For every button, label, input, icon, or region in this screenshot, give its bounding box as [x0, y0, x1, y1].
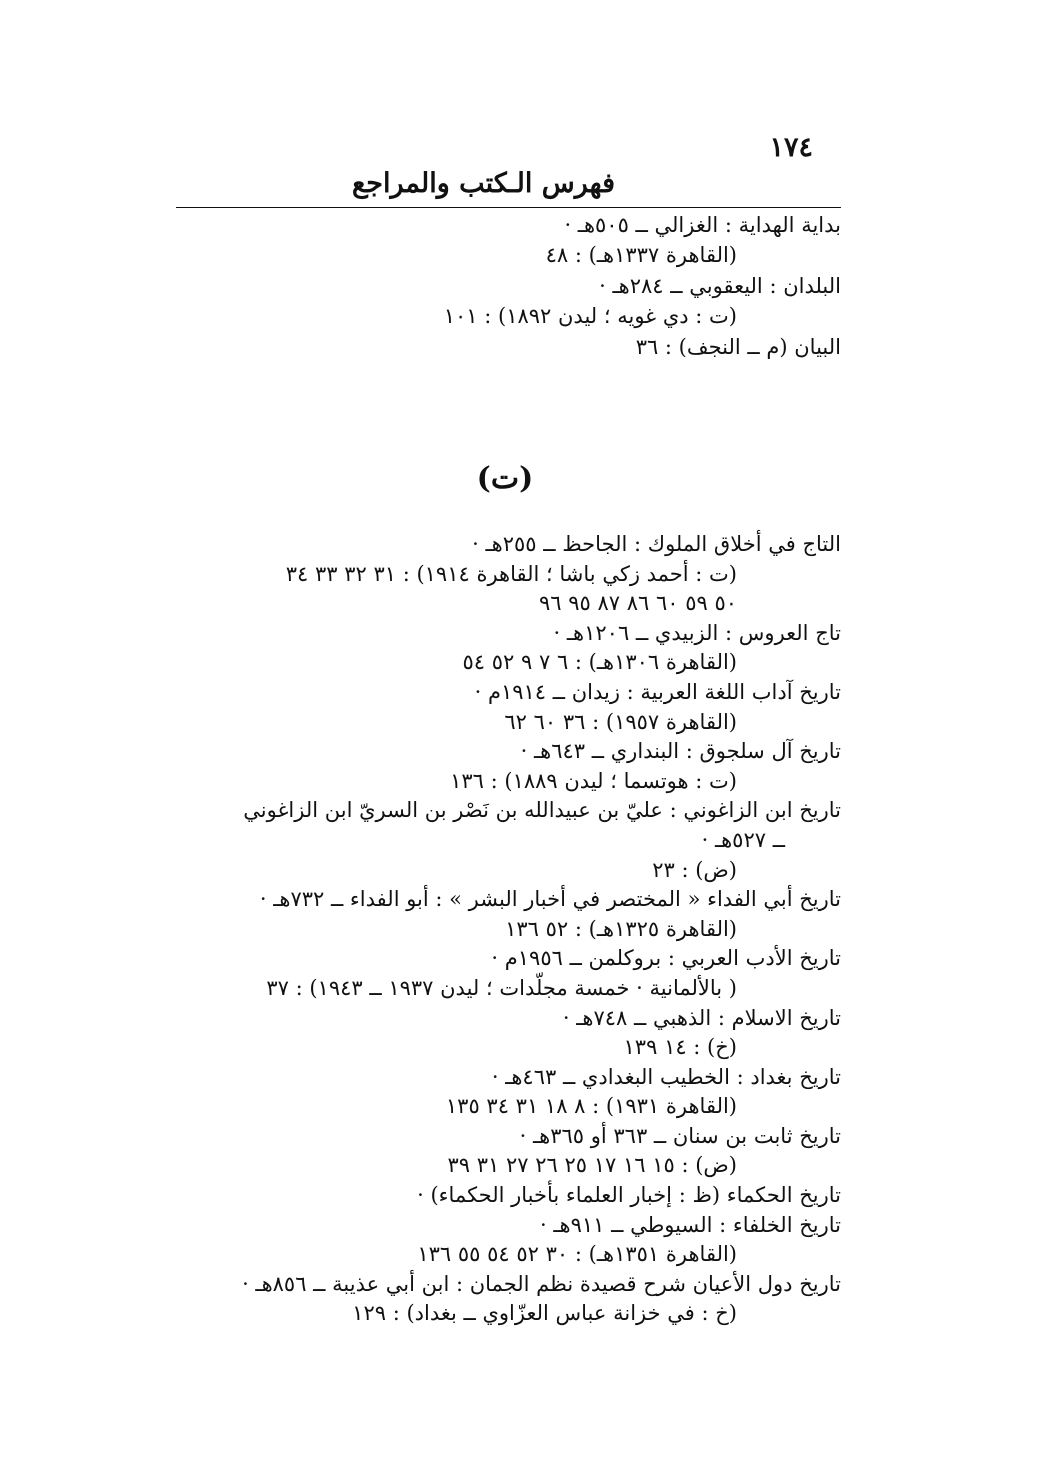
- entry-head-line: تاريخ بغداد : الخطيب البغدادي ــ ٤٦٣هـ ·: [491, 1064, 841, 1089]
- entry-head-line: تاريخ ثابت بن سنان ــ ٣٦٣ أو ٣٦٥هـ ·: [519, 1123, 841, 1148]
- page-number: ١٧٤: [769, 132, 813, 163]
- entry-sub-line: ( بالألمانية · خمسة مجلّدات ؛ ليدن ١٩٣٧ ــ ١٩٤٣) : ٣٧: [266, 975, 737, 1000]
- main-entry-list: [242, 530, 841, 1329]
- entry-sub2-line: ٥٠ ٥٩ ٦٠ ٨٦ ٨٧ ٩٥ ٩٦: [538, 591, 737, 616]
- entry-sub-line: (خ) : ١٤ ١٣٩: [623, 1035, 737, 1060]
- entry-head-line: تاريخ الحكماء (ظ : إخبار العلماء بأخبار الحكماء) ·: [417, 1183, 841, 1208]
- running-title: فهرس الـكتب والمراجع: [351, 168, 615, 199]
- entry-head-line: تاريخ ابن الزاغوني : عليّ بن عبيدالله بن نَصْر بن السريّ ابن الزاغوني: [243, 798, 841, 823]
- header-rule: [176, 207, 841, 208]
- top-entry-list: [444, 210, 841, 362]
- entry-sub-line: (القاهرة ١٣٠٦هـ) : ٦ ٧ ٩ ٥٢ ٥٤: [462, 650, 737, 675]
- entry-sub-line: (القاهرة ١٣٢٥هـ) : ٥٢ ١٣٦: [505, 916, 737, 941]
- entry-head-line: تاريخ الأدب العربي : بروكلمن ــ ١٩٥٦م ·: [491, 946, 841, 971]
- entry-sub-line: (القاهرة ١٩٥٧) : ٣٦ ٦٠ ٦٢: [504, 709, 737, 734]
- entry-sub-line: (ت : هوتسما ؛ ليدن ١٨٨٩) : ١٣٦: [450, 768, 737, 793]
- entry-head-line: تاريخ آل سلجوق : البنداري ــ ٦٤٣هـ ·: [520, 739, 841, 764]
- entry-sub-line: (القاهرة ١٩٣١) : ٨ ١٨ ٣١ ٣٤ ١٣٥: [445, 1094, 737, 1119]
- entry-sub-line: (القاهرة ١٣٥١هـ) : ٣٠ ٥٢ ٥٤ ٥٥ ١٣٦: [417, 1242, 737, 1267]
- top-entry-head-line: البيان (م ــ النجف) : ٣٦: [635, 334, 841, 359]
- entry-head-line: تاريخ دول الأعيان شرح قصيدة نظم الجمان : ابن أبي عذيبة ــ ٨٥٦هـ ·: [242, 1271, 841, 1296]
- top-entry-sub-line: (ت : دي غويه ؛ ليدن ١٨٩٢) : ١٠١: [443, 304, 737, 329]
- entry-head-line: تاريخ أبي الفداء « المختصر في أخبار البشر » : أبو الفداء ــ ٧٣٢هـ ·: [259, 887, 841, 912]
- top-entry-head-line: البلدان : اليعقوبي ــ ٢٨٤هـ ·: [599, 273, 841, 298]
- entry-head-line: التاج في أخلاق الملوك : الجاحظ ــ ٢٥٥هـ ·: [472, 532, 841, 556]
- entry-head-line: تاريخ آداب اللغة العربية : زيدان ــ ١٩١٤م ·: [474, 679, 841, 704]
- entry-head-line: تاج العروس : الزبيدي ــ ١٢٠٦هـ ·: [553, 620, 841, 645]
- entry-head-line: تاريخ الخلفاء : السيوطي ــ ٩١١هـ ·: [540, 1212, 841, 1237]
- entry-head-line: تاريخ الاسلام : الذهبي ــ ٧٤٨هـ ·: [562, 1005, 841, 1030]
- entry-sub-line: (ض) : ٢٣: [652, 857, 737, 882]
- section-heading: (ت): [476, 461, 534, 496]
- entry-sub-line: (ض) : ١٥ ١٦ ١٧ ٢٥ ٢٦ ٢٧ ٣١ ٣٩: [447, 1153, 737, 1178]
- top-entry-sub-line: (القاهرة ١٣٣٧هـ) : ٤٨: [545, 243, 737, 268]
- entry-sub-line: (ت : أحمد زكي باشا ؛ القاهرة ١٩١٤) : ٣١ ٣٢ ٣٣ ٣٤: [285, 561, 737, 586]
- top-entry-head-line: بداية الهداية : الغزالي ــ ٥٠٥هـ ·: [564, 213, 841, 237]
- entry-cont-line: ــ ٥٢٧هـ ·: [701, 827, 785, 852]
- entry-sub-line: (خ : في خزانة عباس العزّاوي ــ بغداد) : ١٢٩: [352, 1301, 737, 1326]
